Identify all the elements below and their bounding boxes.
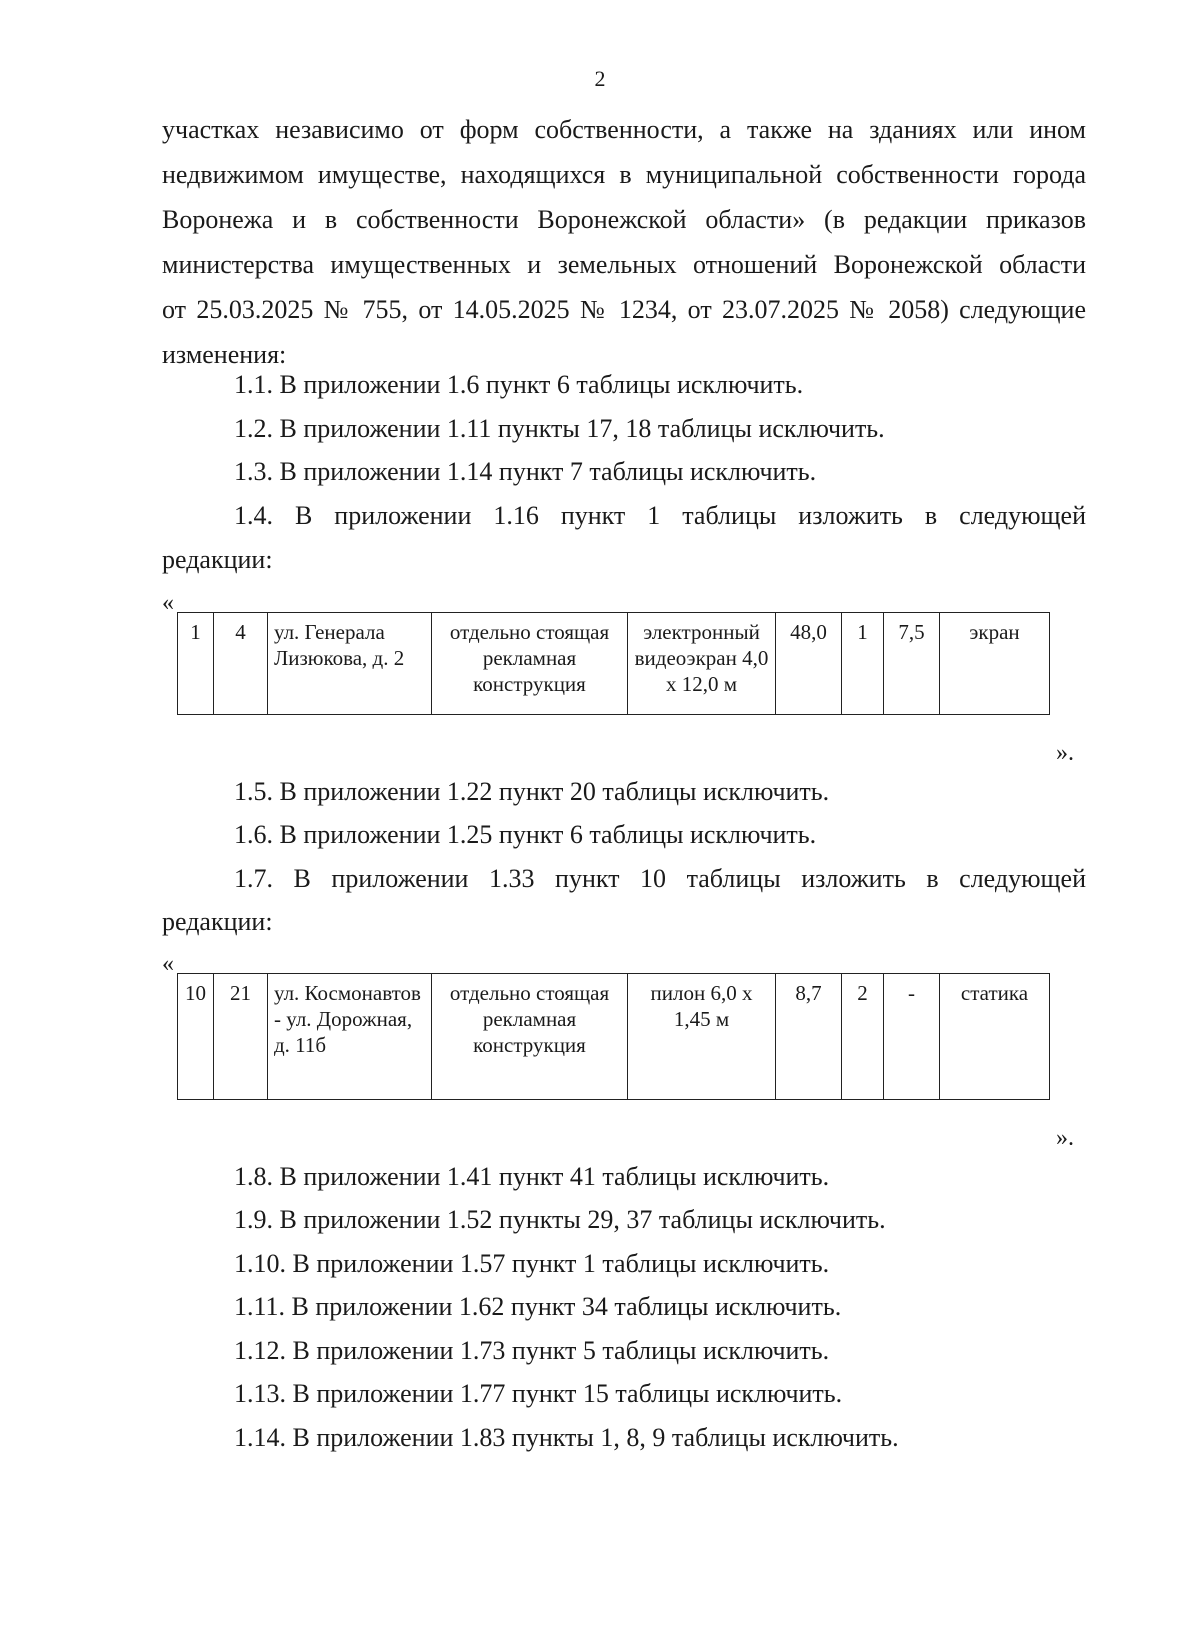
quote-open-2: « — [162, 951, 174, 977]
quote-close-1: ». — [1056, 740, 1074, 766]
item-1-1: 1.1. В приложении 1.6 пункт 6 таблицы исключить. — [234, 370, 804, 399]
item-1-13: 1.13. В приложении 1.77 пункт 15 таблицы исключить. — [234, 1379, 843, 1408]
item-1-10: 1.10. В приложении 1.57 пункт 1 таблицы исключить. — [234, 1249, 830, 1278]
table-cell-sides: 1 — [842, 613, 884, 715]
amendment-table-2 — [177, 973, 1050, 1100]
intro-line: недвижимом имуществе, находящихся в муниципальной собственности города — [162, 160, 1086, 189]
table-cell-num: 10 — [178, 974, 214, 1100]
item-1-9: 1.9. В приложении 1.52 пункты 29, 37 таблицы исключить. — [234, 1205, 886, 1234]
item-1-6: 1.6. В приложении 1.25 пункт 6 таблицы исключить. — [234, 820, 817, 849]
table-cell-address: ул. Космонавтов - ул. Дорожная, д. 11б — [268, 974, 432, 1100]
table-cell-area: 48,0 — [776, 613, 842, 715]
table-cell-value: - — [884, 974, 940, 1100]
intro-line: участках независимо от форм собственности, а также на зданиях или ином — [162, 115, 1086, 144]
table-cell-num: 1 — [178, 613, 214, 715]
item-1-3: 1.3. В приложении 1.14 пункт 7 таблицы исключить. — [234, 457, 817, 486]
item-1-11: 1.11. В приложении 1.62 пункт 34 таблицы исключить. — [234, 1292, 842, 1321]
quote-close-2: ». — [1056, 1125, 1074, 1151]
table-cell-construction: электронный видеоэкран 4,0 x 12,0 м — [628, 613, 776, 715]
table-cell-code: 21 — [214, 974, 268, 1100]
page-number: 2 — [594, 66, 606, 91]
table-row — [178, 974, 1050, 1100]
quote-open-1: « — [162, 590, 174, 616]
table-cell-sides: 2 — [842, 974, 884, 1100]
table-cell-address: ул. Генерала Лизюкова, д. 2 — [268, 613, 432, 715]
item-1-7-continuation: редакции: — [162, 907, 273, 936]
intro-line: Воронежа и в собственности Воронежской области» (в редакции приказов — [162, 205, 1086, 234]
item-1-4-continuation: редакции: — [162, 545, 273, 574]
intro-paragraph — [162, 107, 1086, 377]
intro-line: министерства имущественных и земельных отношений Воронежской области — [162, 250, 1086, 279]
table-cell-construction: пилон 6,0 x 1,45 м — [628, 974, 776, 1100]
table-cell-code: 4 — [214, 613, 268, 715]
table-cell-type: отдельно стоящая рекламная конструкция — [432, 974, 628, 1100]
item-1-4: 1.4. В приложении 1.16 пункт 1 таблицы изложить в следующей — [234, 501, 1086, 530]
item-1-8: 1.8. В приложении 1.41 пункт 41 таблицы исключить. — [234, 1162, 830, 1191]
item-1-12: 1.12. В приложении 1.73 пункт 5 таблицы исключить. — [234, 1336, 830, 1365]
item-1-2: 1.2. В приложении 1.11 пункты 17, 18 таблицы исключить. — [234, 414, 885, 443]
table-cell-kind: статика — [940, 974, 1050, 1100]
table-cell-value: 7,5 — [884, 613, 940, 715]
amendment-table-1 — [177, 612, 1050, 715]
item-1-5: 1.5. В приложении 1.22 пункт 20 таблицы исключить. — [234, 777, 830, 806]
intro-line: от 25.03.2025 № 755, от 14.05.2025 № 1234, от 23.07.2025 № 2058) следующие — [162, 295, 1086, 324]
table-cell-area: 8,7 — [776, 974, 842, 1100]
intro-line: изменения: — [162, 340, 287, 369]
table-cell-type: отдельно стоящая рекламная конструкция — [432, 613, 628, 715]
item-1-7: 1.7. В приложении 1.33 пункт 10 таблицы изложить в следующей — [234, 864, 1086, 893]
table-row — [178, 613, 1050, 715]
item-1-14: 1.14. В приложении 1.83 пункты 1, 8, 9 таблицы исключить. — [234, 1423, 899, 1452]
table-cell-kind: экран — [940, 613, 1050, 715]
